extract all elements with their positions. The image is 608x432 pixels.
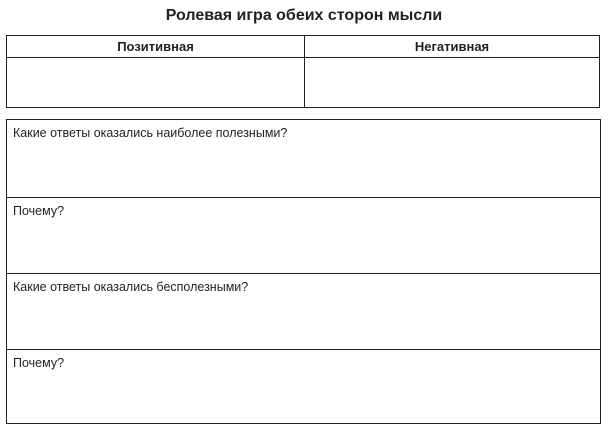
question-most-useful[interactable] (7, 120, 600, 197)
questions-box (6, 119, 601, 424)
question-useless[interactable] (7, 273, 600, 349)
page-title: Ролевая игра обеих сторон мысли (165, 7, 443, 24)
positive-negative-table (6, 35, 600, 108)
positive-answer-cell[interactable] (7, 58, 304, 107)
negative-answer-cell[interactable] (305, 58, 599, 107)
question-why-2[interactable] (7, 349, 600, 423)
column-header-positive: Позитивная (117, 39, 194, 54)
question-label: Какие ответы оказались наиболее полезными? (13, 126, 288, 140)
question-why-1[interactable] (7, 197, 600, 273)
column-header-negative: Негативная (414, 39, 490, 54)
question-label: Почему? (13, 356, 65, 370)
question-label: Какие ответы оказались бесполезными? (13, 280, 249, 294)
question-label: Почему? (13, 204, 65, 218)
